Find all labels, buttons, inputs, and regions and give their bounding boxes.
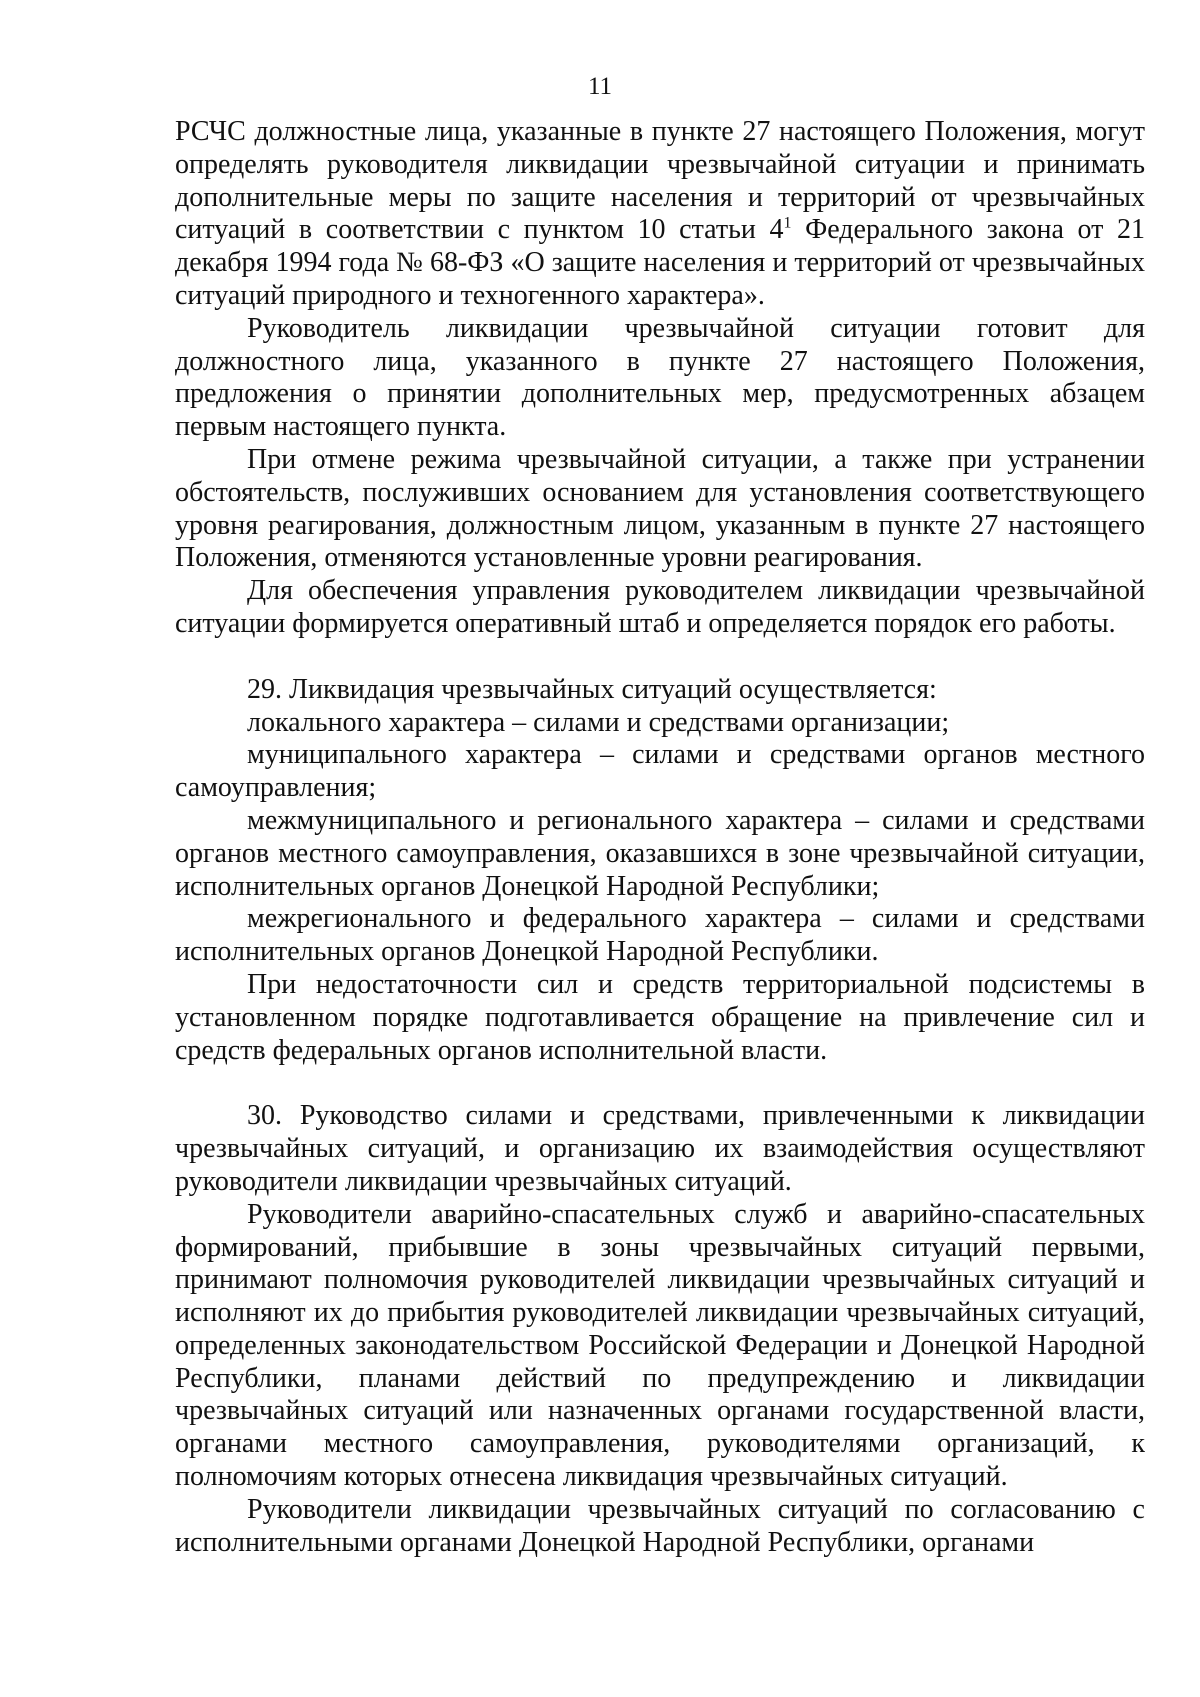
paragraph-insufficient-forces: При недостаточности сил и средств территориальной подсистемы в установленном порядке подготавливается обращение на привлечение сил и средств федеральных органов исполнительной власти.	[175, 968, 1145, 1066]
paragraph-liquidation-heads-coordination: Руководители ликвидации чрезвычайных ситуаций по согласованию с исполнительными органами Донецкой Народной Республики, органами	[175, 1493, 1145, 1558]
paragraph-text: РСЧС должностные лица, указанные в пункте 27 настоящего Положения, могут определять руководителя ликвидации чрезвычайной ситуации и принимать дополнительные меры по защите населения и территорий от чрезвычайных ситуаций в соответствии с пунктом 10 статьи 4	[175, 116, 1145, 246]
paragraph-item-30: 30. Руководство силами и средствами, привлеченными к ликвидации чрезвычайных ситуаций, и организацию их взаимодействия осуществляют руководители ликвидации чрезвычайных ситуаций.	[175, 1100, 1145, 1197]
paragraph-rescue-services-heads: Руководители аварийно-спасательных служб и аварийно-спасательных формирований, прибывшие в зоны чрезвычайных ситуаций первыми, принимают полномочия руководителей ликвидации чрезвычайных ситуаций и исполняют их до прибытия руководителей ликвидации чрезвычайных ситуаций, определенных законодательством Российской Федерации и Донецкой Народной Республики, планами действий по предупреждению и ликвидации чрезвычайных ситуаций или назначенных органами государственной власти, органами местного самоуправления, руководителями организаций, к полномочиям которых отнесена ликвидация чрезвычайных ситуаций.	[175, 1198, 1145, 1493]
paragraph-interregional-federal-character: межрегионального и федерального характера – силами и средствами исполнительных органов Донецкой Народной Республики.	[175, 903, 1145, 968]
paragraph-cancel-emergency-regime: При отмене режима чрезвычайной ситуации, а также при устранении обстоятельств, послуживших основанием для установления соответствующего уровня реагирования, должностным лицом, указанным в пункте 27 настоящего Положения, отменяются установленные уровни реагирования.	[175, 443, 1145, 574]
page-number: 11	[587, 73, 613, 100]
paragraph-municipal-character: муниципального характера – силами и средствами органов местного самоуправления;	[175, 739, 1145, 804]
paragraph-operational-headquarters: Для обеспечения управления руководителем ликвидации чрезвычайной ситуации формируется оперативный штаб и определяется порядок его работы.	[175, 575, 1145, 639]
paragraph-item-29: 29. Ликвидация чрезвычайных ситуаций осуществляется:	[247, 673, 937, 705]
document-body	[175, 116, 1145, 1559]
paragraph-intermunicipal-regional-character: межмуниципального и регионального характера – силами и средствами органов местного самоуправления, оказавшихся в зоне чрезвычайной ситуации, исполнительных органов Донецкой Народной Республики;	[175, 804, 1145, 902]
paragraph-continuation	[175, 116, 1145, 313]
paragraph-text-tail: Федерального закона от 21 декабря 1994 года № 68-ФЗ «О защите населения и территорий от чрезвычайных ситуаций природного и техногенного характера».	[175, 214, 1145, 311]
paragraph-liquidation-head-proposals: Руководитель ликвидации чрезвычайной ситуации готовит для должностного лица, указанного в пункте 27 настоящего Положения, предложения о принятии дополнительных мер, предусмотренных абзацем первым настоящего пункта.	[175, 312, 1145, 443]
superscript-marker: 1	[783, 215, 792, 233]
paragraph-local-character: локального характера – силами и средствами организации;	[247, 706, 950, 738]
